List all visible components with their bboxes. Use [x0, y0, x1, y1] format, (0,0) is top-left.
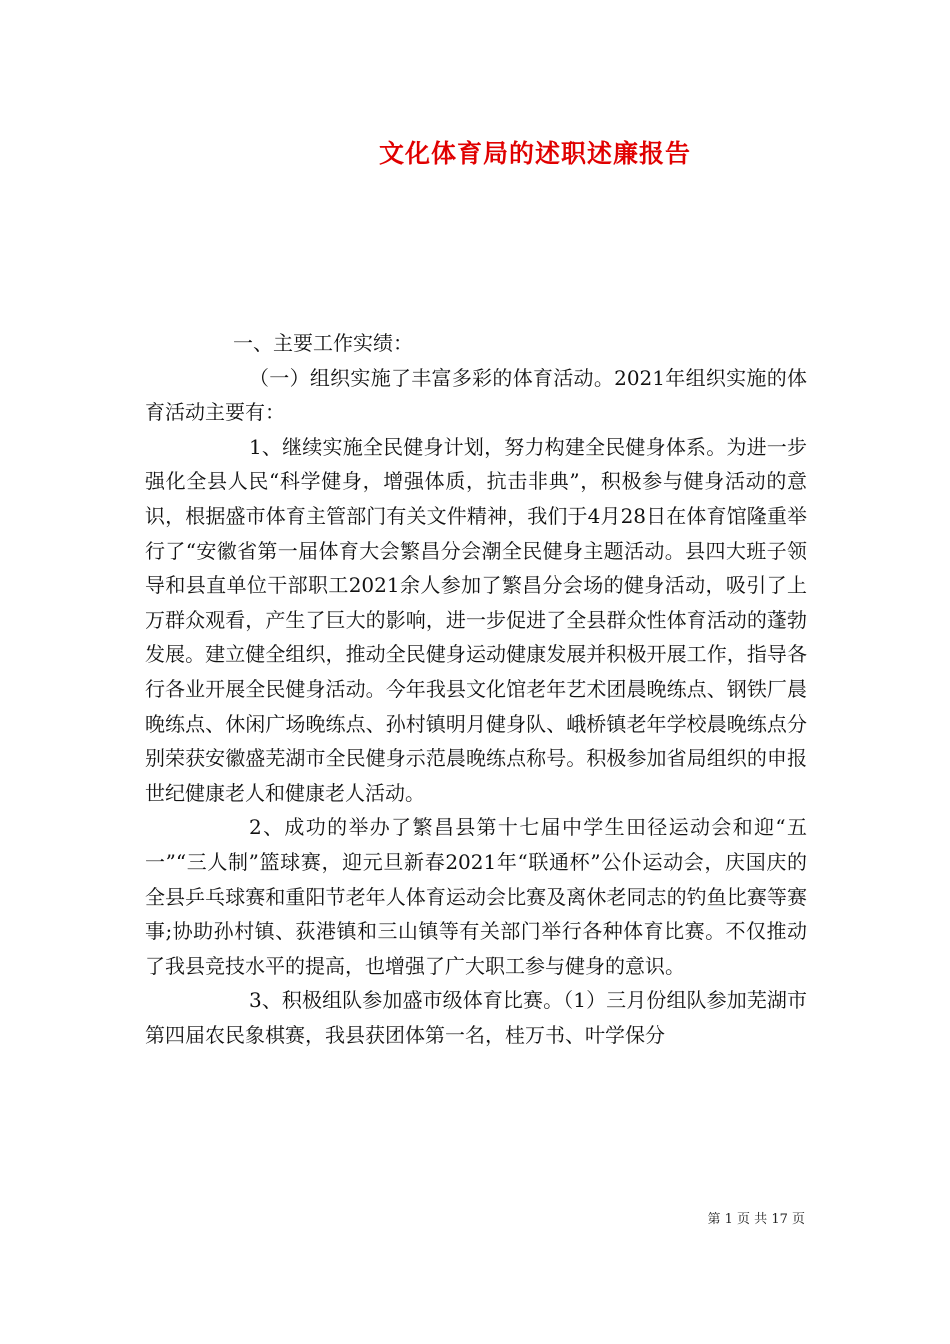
- page-number: 第 1 页 共 17 页: [707, 1212, 805, 1227]
- paragraph-4: 2、成功的举办了繁昌县第十七届中学生田径运动会和迎“五一”“三人制”篮球赛，迎元旦新春2021年“联通杯”公仆运动会，庆国庆的全县乒乓球赛和重阳节老年人体育运动会比赛及离休老同志的钓鱼比赛等赛事;协助孙村镇、荻港镇和三山镇等有关部门举行各种体育比赛。不仅推动了我县竞技水平的提高，也增强了广大职工参与健身的意识。: [145, 815, 807, 978]
- document-title: 文化体育局的述职述廉报告: [378, 139, 691, 168]
- document-body: [145, 326, 807, 1052]
- paragraph-1: 一、主要工作实绩：: [233, 331, 413, 355]
- paragraph-3: 1、继续实施全民健身计划，努力构建全民健身体系。为进一步强化全县人民“科学健身，增强体质，抗击非典”，积极参与健身活动的意识，根据盛市体育主管部门有关文件精神，我们于4月28日在体育馆隆重举行了“安徽省第一届体育大会繁昌分会潮全民健身主题活动。县四大班子领导和县直单位干部职工2021余人参加了繁昌分会场的健身活动，吸引了上万群众观看，产生了巨大的影响，进一步促进了全县群众性体育活动的蓬勃发展。建立健全组织，推动全民健身运动健康发展并积极开展工作，指导各行各业开展全民健身活动。今年我县文化馆老年艺术团晨晚练点、钢铁厂晨晚练点、休闲广场晚练点、孙村镇明月健身队、峨桥镇老年学校晨晚练点分别荣获安徽盛芜湖市全民健身示范晨晚练点称号。积极参加省局组织的申报世纪健康老人和健康老人活动。: [145, 434, 807, 805]
- paragraph-5: 3、积极组队参加盛市级体育比赛。（1）三月份组队参加芜湖市第四届农民象棋赛，我县获团体第一名，桂万书、叶学保分: [145, 988, 807, 1047]
- paragraph-2: （一）组织实施了丰富多彩的体育活动。2021年组织实施的体育活动主要有：: [145, 365, 807, 425]
